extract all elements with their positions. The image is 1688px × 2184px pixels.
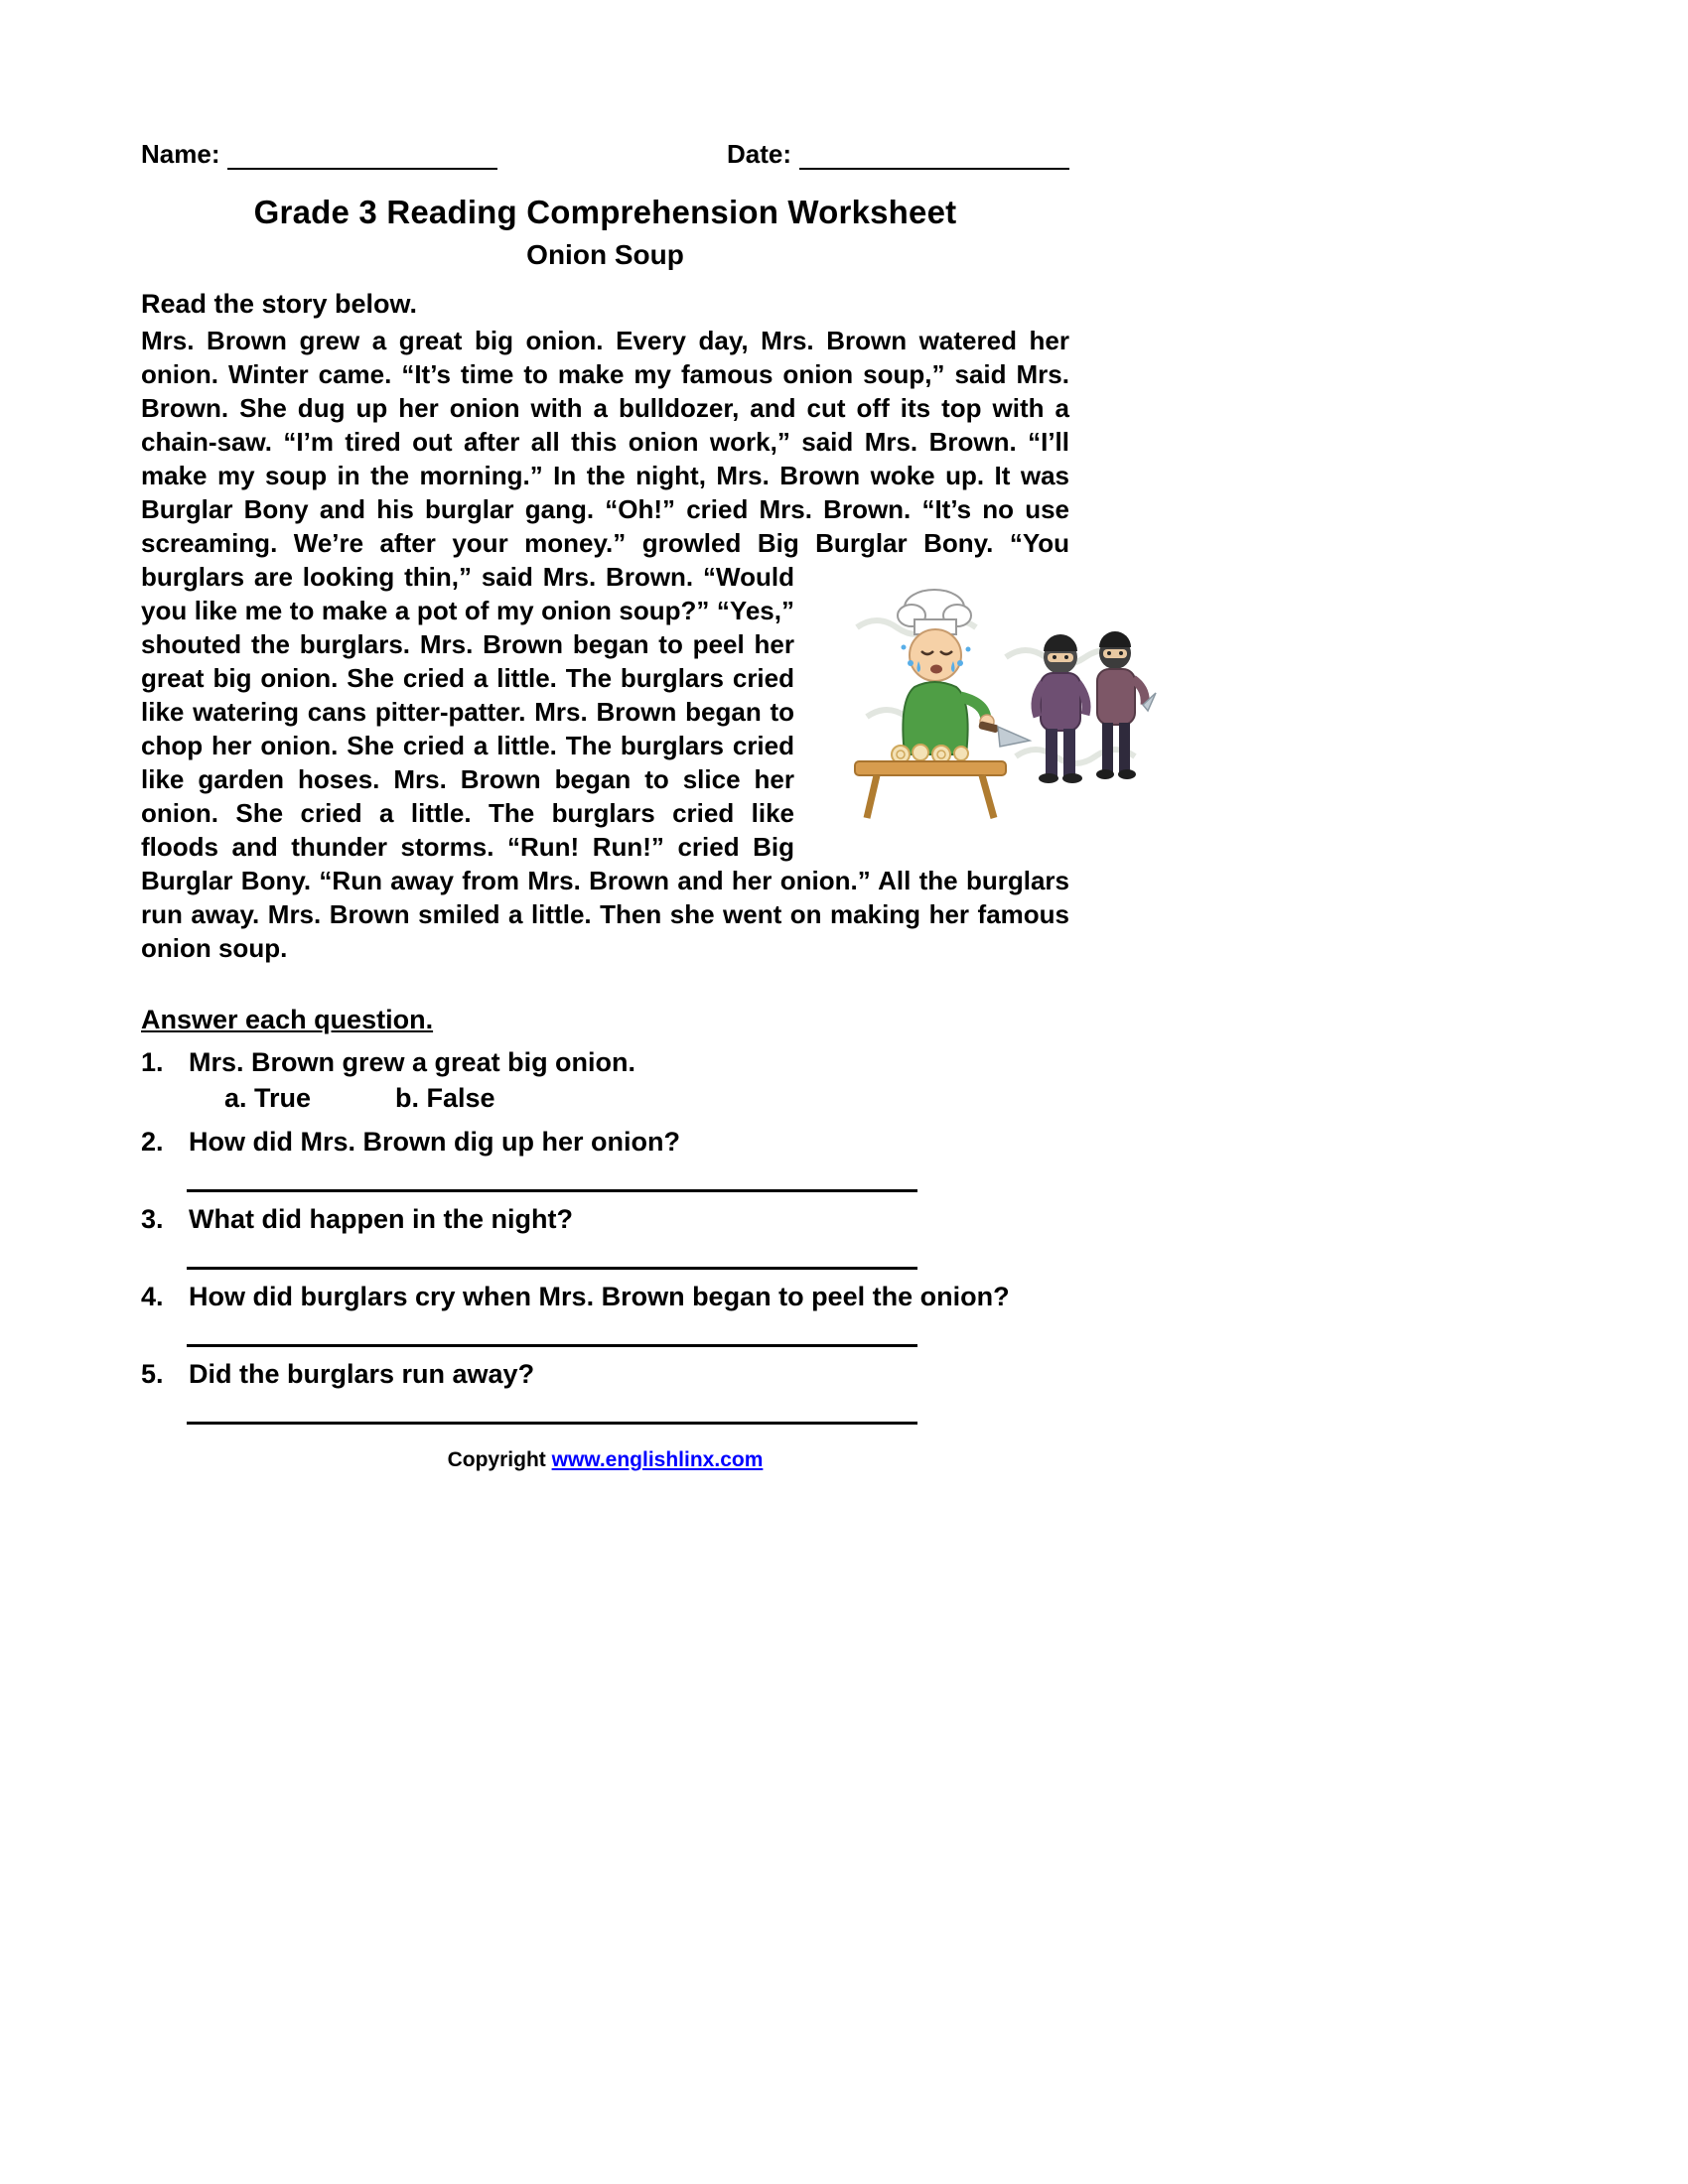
question-number: 2. [141, 1127, 164, 1157]
question-row-4 [141, 1280, 1069, 1313]
watermark-squiggles [857, 620, 1135, 763]
story-illustration [849, 566, 1157, 836]
question-number: 4. [141, 1282, 164, 1311]
questions-heading: Answer each question. [141, 1005, 434, 1034]
question-text: How did Mrs. Brown dig up her onion? [189, 1127, 680, 1157]
answer-line-5 [187, 1403, 917, 1425]
worksheet-content [141, 139, 1069, 1472]
question-row-3 [141, 1202, 1069, 1236]
reading-instructions: Read the story below. [141, 289, 418, 319]
answer-line-2 [187, 1170, 917, 1192]
date-label: Date: [726, 139, 791, 169]
name-field [141, 139, 497, 170]
answer-line-4 [187, 1325, 917, 1347]
story-part1: Mrs. Brown grew a great big onion. Every day, Mrs. Brown watered her onion. Winter came. “It’s time to make my famous onion soup,” said Mrs. Brown. She dug up her onion with a bulldozer, and cut off its top with a chain-saw. “I’m tired out after all this onion work,” said Mrs. Brown. “I’ll make my soup in the morning.” In the night, Mrs. Brown woke up. It was Burglar Bony and his burglar gang. “Oh!” cried Mrs. Brown. “It’s no use screaming. We’re after your money.” growled Big Burglar Bony. “You burglars are looking thin,” said Mrs. Brown. [141, 326, 1069, 592]
cutting-board [855, 745, 1006, 818]
option-true[interactable]: a. True [224, 1083, 312, 1113]
date-blank-line [799, 146, 1069, 170]
date-field [727, 139, 1069, 170]
question-text: Mrs. Brown grew a great big onion. [189, 1047, 636, 1077]
question-text: Did the burglars run away? [189, 1359, 535, 1389]
questions-section [141, 1005, 1069, 1425]
question-row-5 [141, 1357, 1069, 1391]
story-paragraph [141, 324, 1069, 965]
page-subtitle: Onion Soup [526, 239, 684, 270]
name-label: Name: [141, 139, 220, 169]
page-title: Grade 3 Reading Comprehension Worksheet [253, 194, 957, 230]
copyright-label: Copyright [447, 1448, 552, 1471]
question-number: 1. [141, 1047, 164, 1077]
question-number: 3. [141, 1204, 164, 1234]
story-part2: “Would you like me to make a pot of my onion soup?” “Yes,” shouted the burglars. Mrs. Brown began to peel her great big onion. She cried a little. The burglars cried like watering cans pitter-patter. Mrs. Brown began to chop her onion. She cried a little. The burglars cried like garden hoses. Mrs. Brown began to slice her onion. She cried a little. The burglars cried like floods and thunder storms. “Run! Run!” cried Big Burglar Bony. “Run away from Mrs. Brown and her onion.” All the burglars run away. Mrs. Brown smiled a little. Then she went on making her famous onion soup. [141, 562, 1069, 963]
question-text: How did burglars cry when Mrs. Brown began to peel the onion? [189, 1282, 1010, 1311]
question-text: What did happen in the night? [189, 1204, 573, 1234]
answer-line-3 [187, 1248, 917, 1270]
question-row-2 [141, 1125, 1069, 1159]
header-row [141, 139, 1069, 170]
option-false[interactable]: b. False [395, 1083, 495, 1113]
name-blank-line [227, 146, 497, 170]
chef-figure [898, 590, 1030, 754]
question-1-options [224, 1081, 1069, 1115]
copyright-link[interactable]: www.englishlinx.com [551, 1448, 764, 1471]
footer [141, 1448, 1069, 1472]
question-number: 5. [141, 1359, 164, 1389]
question-row-1 [141, 1045, 1069, 1079]
